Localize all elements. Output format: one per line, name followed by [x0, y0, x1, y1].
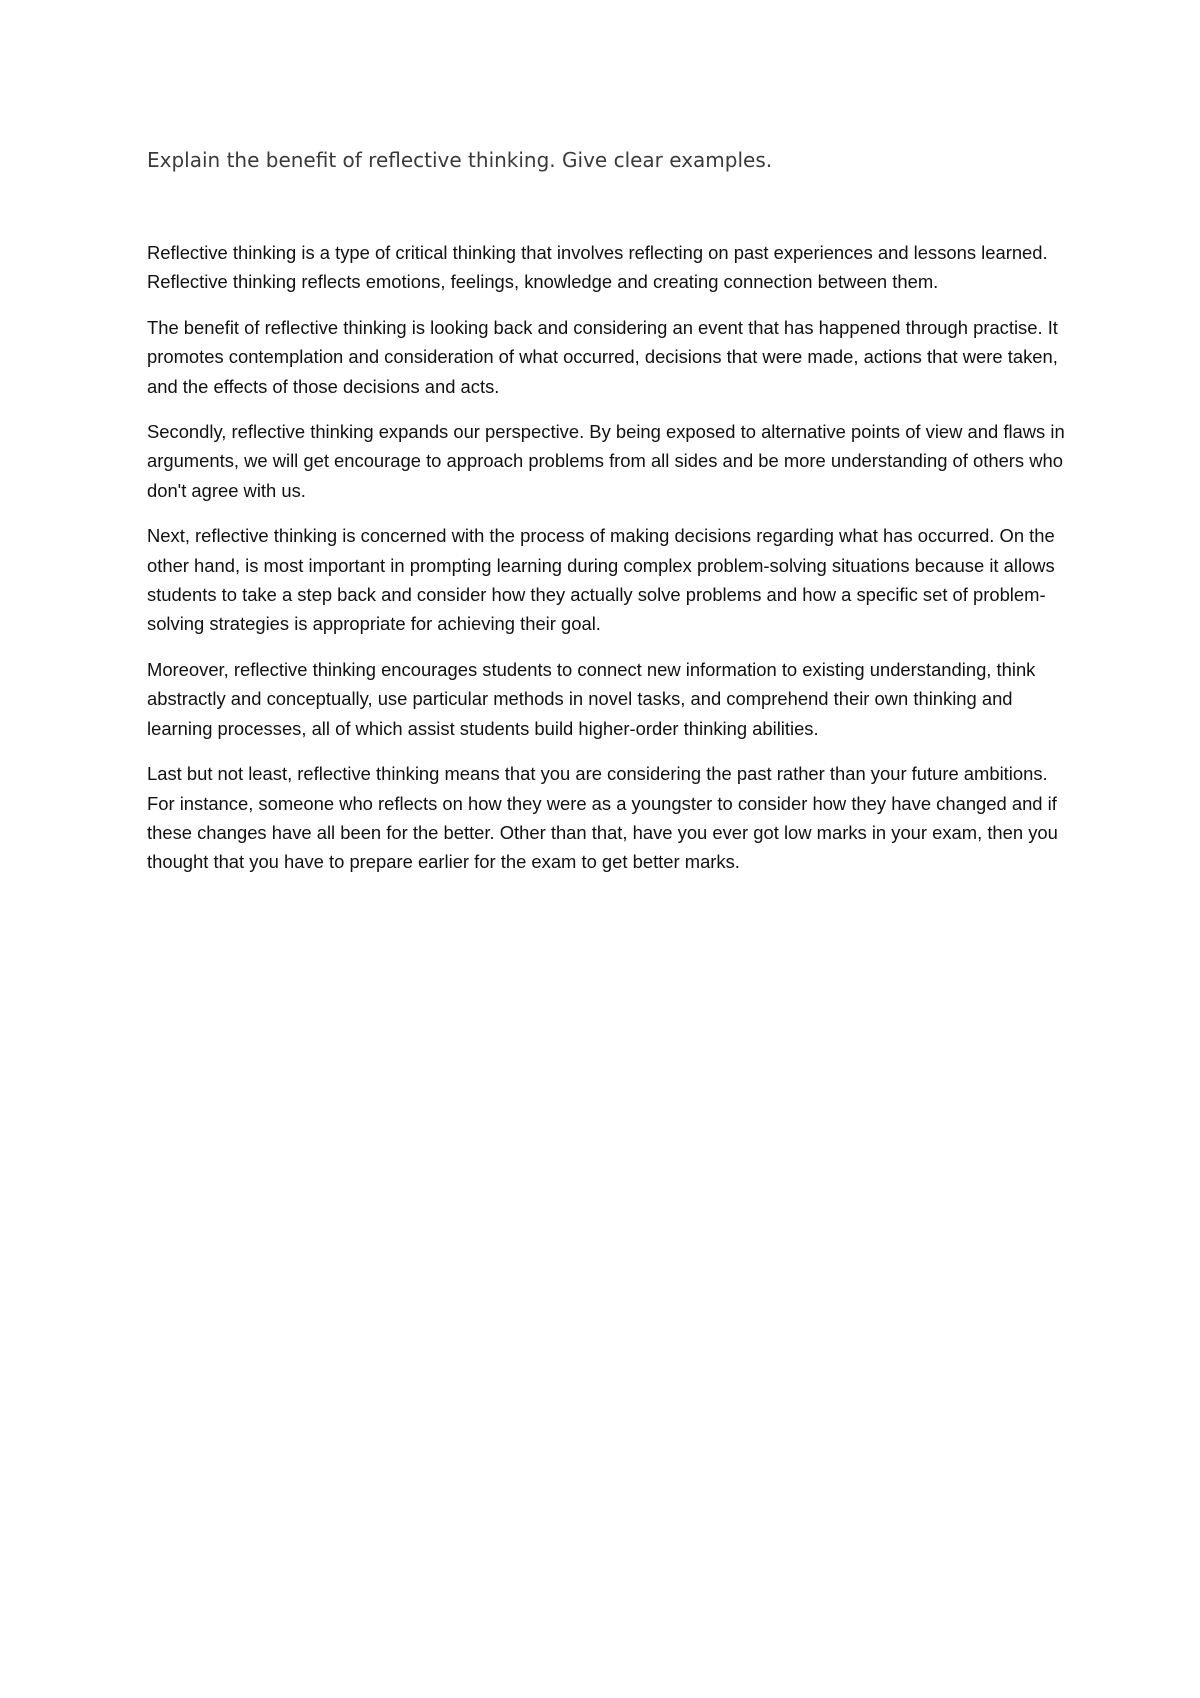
answer-paragraph-2: The benefit of reflective thinking is looking back and considering an event that has happened through practise. It promotes contemplation and consideration of what occurred, decisions that were made, actions that were taken, and the effects of those decisions and acts. [147, 316, 1058, 397]
question-heading: Explain the benefit of reflective thinking. Give clear examples. [147, 148, 773, 172]
answer-body [147, 238, 1077, 893]
answer-paragraph-3: Secondly, reflective thinking expands our perspective. By being exposed to alternative points of view and flaws in arguments, we will get encourage to approach problems from all sides and be more understanding of others who don't agree with us. [147, 421, 1065, 501]
answer-paragraph-4: Next, reflective thinking is concerned with the process of making decisions regarding what has occurred. On the other hand, is most important in prompting learning during complex problem-solving situations because it allows students to take a step back and consider how they actually solve problems and how a specific set of problem-solving strategies is appropriate for achieving their goal. [147, 525, 1055, 635]
answer-paragraph-1: Reflective thinking is a type of critical thinking that involves reflecting on past experiences and lessons learned. Reflective thinking reflects emotions, feelings, knowledge and creating connection between them. [147, 242, 1048, 293]
answer-paragraph-5: Moreover, reflective thinking encourages students to connect new information to existing understanding, think abstractly and conceptually, use particular methods in novel tasks, and comprehend their own thinking and learning processes, all of which assist students build higher-order thinking abilities. [147, 658, 1036, 739]
answer-paragraph-6: Last but not least, reflective thinking means that you are considering the past rather than your future ambitions. For instance, someone who reflects on how they were as a youngster to consider how they have changed and if these changes have all been for the better. Other than that, have you ever got low marks in your exam, then you thought that you have to prepare earlier for the exam to get better marks. [147, 763, 1058, 873]
